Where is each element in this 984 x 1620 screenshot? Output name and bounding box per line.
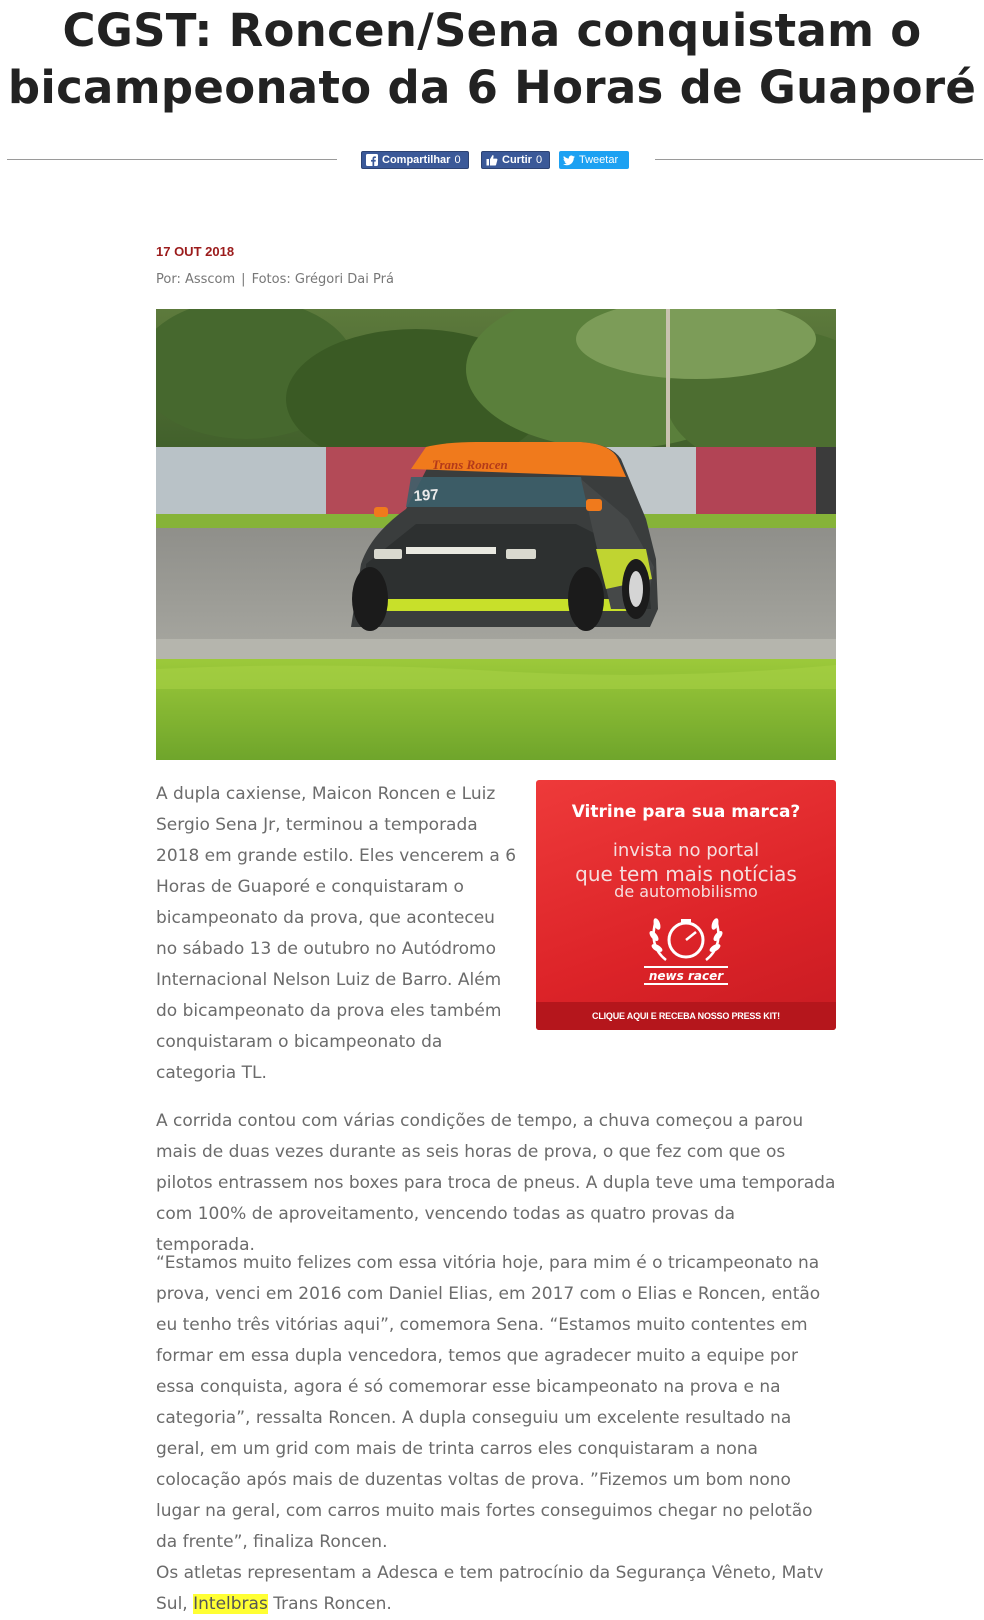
divider-right — [655, 159, 983, 160]
article-byline — [156, 272, 394, 287]
like-button[interactable] — [481, 151, 550, 169]
paragraph-4-end: Trans Roncen. — [267, 1594, 392, 1614]
ad-line-2: que tem mais notícias — [575, 862, 797, 886]
facebook-icon — [365, 154, 378, 167]
sponsor-highlight-link[interactable]: Intelbras — [193, 1594, 268, 1614]
twitter-bird-icon — [562, 154, 575, 167]
facebook-share-label: Compartilhar — [382, 154, 451, 166]
ad-banner[interactable] — [536, 780, 836, 1030]
paragraph-4 — [156, 1558, 836, 1620]
paragraph-1: A dupla caxiense, Maicon Roncen e Luiz Sergio Sena Jr, terminou a temporada 2018 em grande estilo. Eles vencerem a 6 Horas de Guaporé e conquistaram o bicampeonato da prova, que aconteceu no sábado 13 de outubro no Autódromo Internacional Nelson Luiz de Barro. Além do bicampeonato da prova eles também conquistaram o bicampeonato da categoria TL. — [156, 784, 517, 1083]
ad-line-1: invista no portal — [612, 840, 760, 861]
ad-cta-link[interactable]: CLIQUE AQUI E RECEBA NOSSO PRESS KIT! — [536, 1002, 836, 1030]
car-number: 197 — [413, 486, 440, 505]
paragraph-3: “Estamos muito felizes com essa vitória hoje, para mim é o tricampeonato na prova, venci em 2016 com Daniel Elias, em 2017 com o Elias e Roncen, então eu tenho três vitórias aqui”, comemora Sena. “Estamos muito contentes em formar em essa dupla vencedora, temos que agradecer muito a equipe por essa conquista, agora é só comemorar esse bicampeonato na prova e na categoria”, ressalta Roncen. A dupla conseguiu um excelente resultado na geral, em um grid com mais de trinta carros eles conquistaram a nona colocação após mais de duzentas voltas de prova. ”Fizemos um bom nono lugar na geral, com carros muito mais fortes conseguimos chegar no pelotão da frente”, finaliza Roncen. — [156, 1253, 821, 1552]
facebook-share-button[interactable] — [361, 151, 469, 169]
byline-separator: | — [241, 272, 246, 287]
share-bar — [0, 148, 984, 172]
like-count: 0 — [535, 154, 543, 166]
facebook-share-count: 0 — [454, 154, 461, 166]
paragraph-2: A corrida contou com várias condições de tempo, a chuva começou a parou mais de duas vezes durante as seis horas de prova, o que fez com que os pilotos entrassem nos boxes para troca de pneus. A dupla teve uma temporada com 100% de aproveitamento, vencendo todas as quatro provas da temporada. — [156, 1111, 836, 1255]
like-label: Curtir — [502, 154, 532, 166]
author-credit: Por: Asscom — [156, 272, 236, 287]
article-title — [0, 2, 984, 116]
thumbs-up-icon — [485, 154, 498, 167]
article-photo — [156, 309, 836, 760]
tweet-button[interactable] — [559, 151, 629, 169]
car-banner: Trans Roncen — [432, 457, 508, 472]
article-title-line2: bicampeonato da 6 Horas de Guaporé — [7, 61, 977, 114]
tweet-label: Tweetar — [579, 154, 619, 166]
photo-credit: Fotos: Grégori Dai Prá — [251, 272, 394, 287]
ad-logo-text: news racer — [648, 969, 724, 983]
divider-left — [7, 159, 337, 160]
ad-line-3: de automobilismo — [614, 882, 758, 901]
paragraph-4-text: Os atletas representam a Adesca e tem patrocínio da Segurança Vêneto, Matv Sul, — [156, 1563, 824, 1614]
ad-headline: Vitrine para sua marca? — [571, 802, 801, 822]
article-title-line1: CGST: Roncen/Sena conquistam o — [62, 4, 922, 57]
news-racer-logo — [626, 910, 746, 990]
article-date: 17 OUT 2018 — [156, 244, 235, 259]
